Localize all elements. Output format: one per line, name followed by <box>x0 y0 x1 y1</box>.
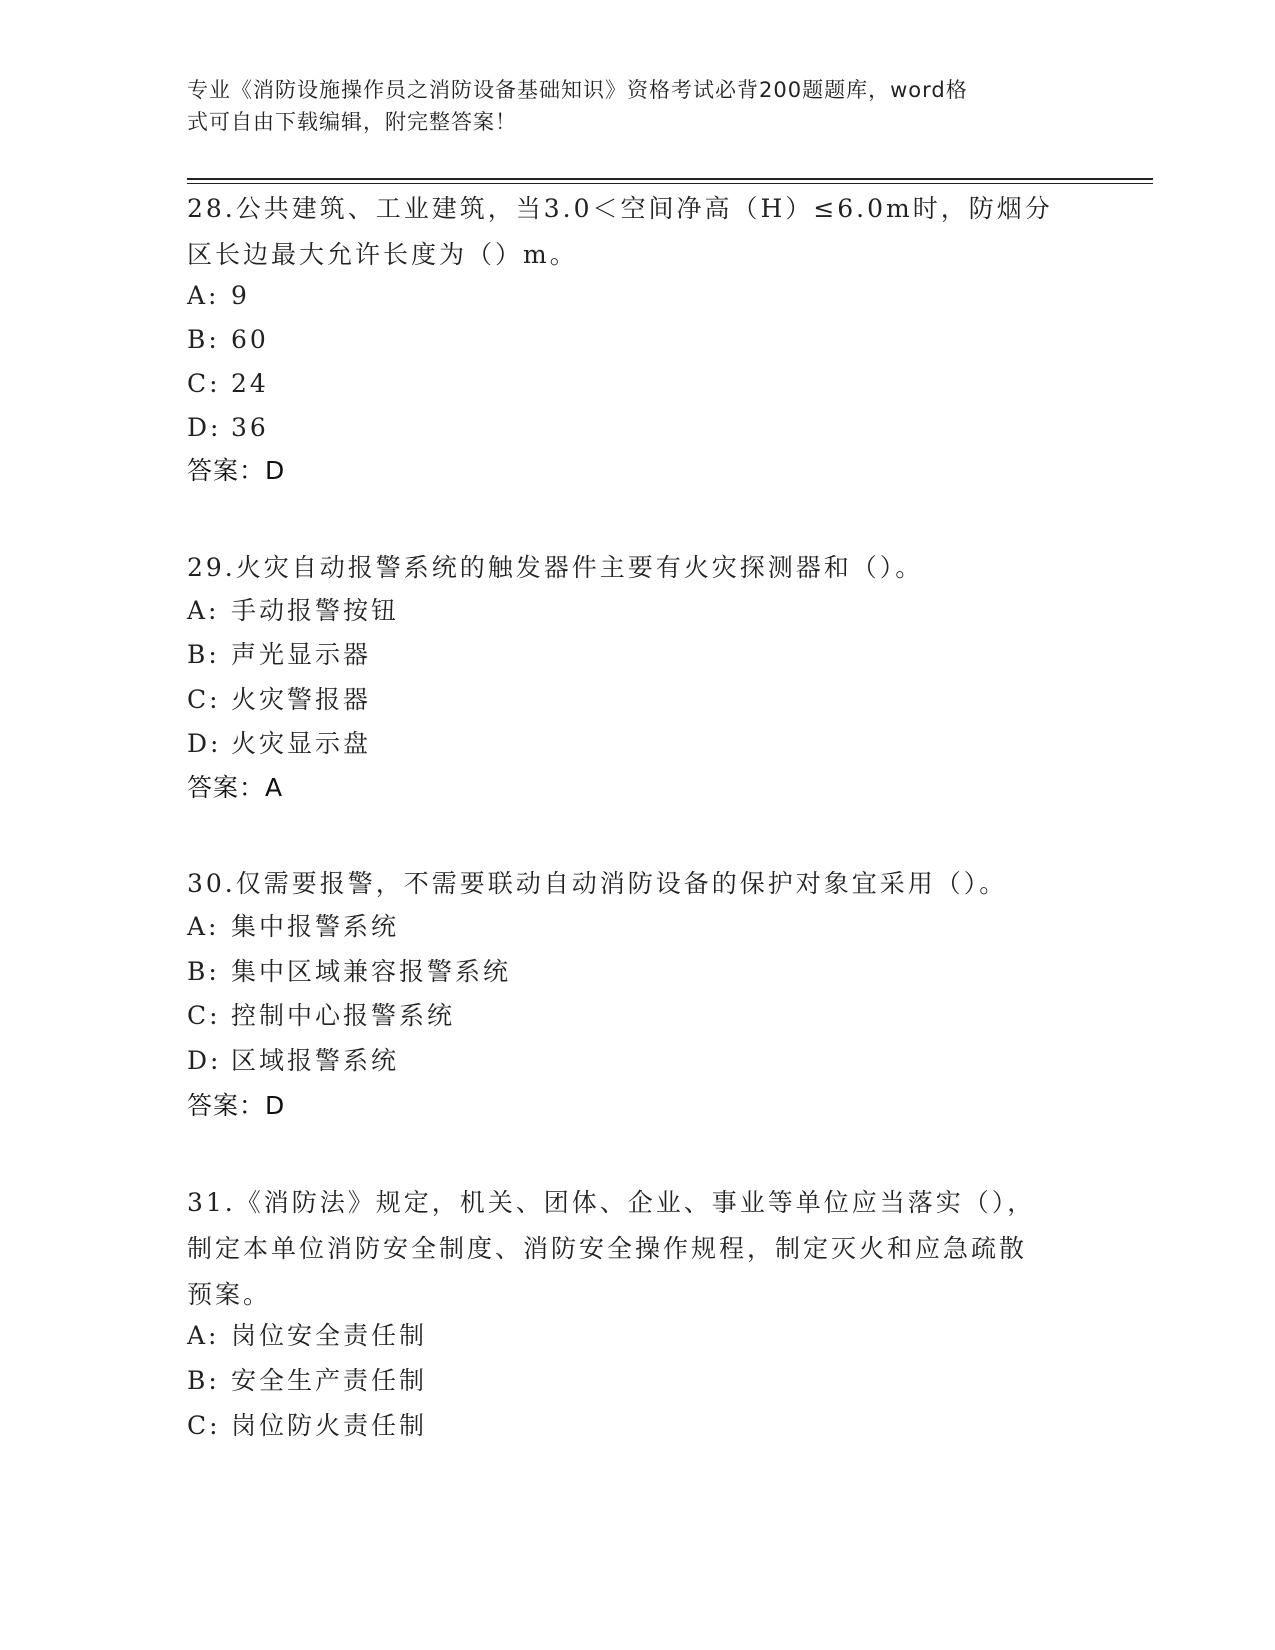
question-31-option-a: A: 岗位安全责任制 <box>187 1321 428 1350</box>
document-header <box>187 74 1067 138</box>
question-30-option-d: D: 区域报警系统 <box>187 1046 400 1075</box>
question-stem-line: 31.《消防法》规定，机关、团体、企业、事业等单位应当落实（）， <box>187 1188 1036 1217</box>
question-stem-line: 区长边最大允许长度为（）m。 <box>187 240 578 269</box>
question-28-stem <box>187 186 1067 278</box>
question-30-answer: 答案：D <box>187 1091 286 1120</box>
question-stem-line: 30.仅需要报警，不需要联动自动消防设备的保护对象宜采用（）。 <box>187 869 1008 898</box>
question-31-stem <box>187 1180 1067 1318</box>
question-29-stem <box>187 545 1067 591</box>
question-30-option-a: A: 集中报警系统 <box>187 912 400 941</box>
question-28-option-d: D: 36 <box>187 413 269 442</box>
question-29-option-c: C: 火灾警报器 <box>187 685 372 714</box>
question-28-answer: 答案：D <box>187 456 286 485</box>
question-29-option-d: D: 火灾显示盘 <box>187 729 372 758</box>
question-stem-line: 预案。 <box>187 1280 272 1309</box>
question-stem-line: 28.公共建筑、工业建筑，当3.0＜空间净高（H）≤6.0m时，防烟分 <box>187 194 1053 223</box>
question-29-option-a: A: 手动报警按钮 <box>187 596 400 625</box>
header-divider-thick <box>187 178 1153 180</box>
question-30-option-b: B: 集中区域兼容报警系统 <box>187 957 512 986</box>
question-30-option-c: C: 控制中心报警系统 <box>187 1001 456 1030</box>
header-line-2: 式可自由下载编辑，附完整答案！ <box>187 110 517 134</box>
question-28-option-c: C: 24 <box>187 369 269 398</box>
question-stem-line: 制定本单位消防安全制度、消防安全操作规程，制定灭火和应急疏散 <box>187 1234 1028 1263</box>
question-29-option-b: B: 声光显示器 <box>187 640 372 669</box>
question-stem-line: 29.火灾自动报警系统的触发器件主要有火灾探测器和（）。 <box>187 553 924 582</box>
question-30-stem <box>187 861 1067 907</box>
question-31-option-b: B: 安全生产责任制 <box>187 1366 428 1395</box>
question-31-option-c: C: 岗位防火责任制 <box>187 1411 428 1440</box>
header-line-1: 专业《消防设施操作员之消防设备基础知识》资格考试必背200题题库，word格 <box>187 78 968 102</box>
question-29-answer: 答案：A <box>187 773 284 802</box>
question-28-option-a: A: 9 <box>187 281 250 310</box>
question-28-option-b: B: 60 <box>187 325 269 354</box>
header-divider-thin <box>187 183 1153 184</box>
